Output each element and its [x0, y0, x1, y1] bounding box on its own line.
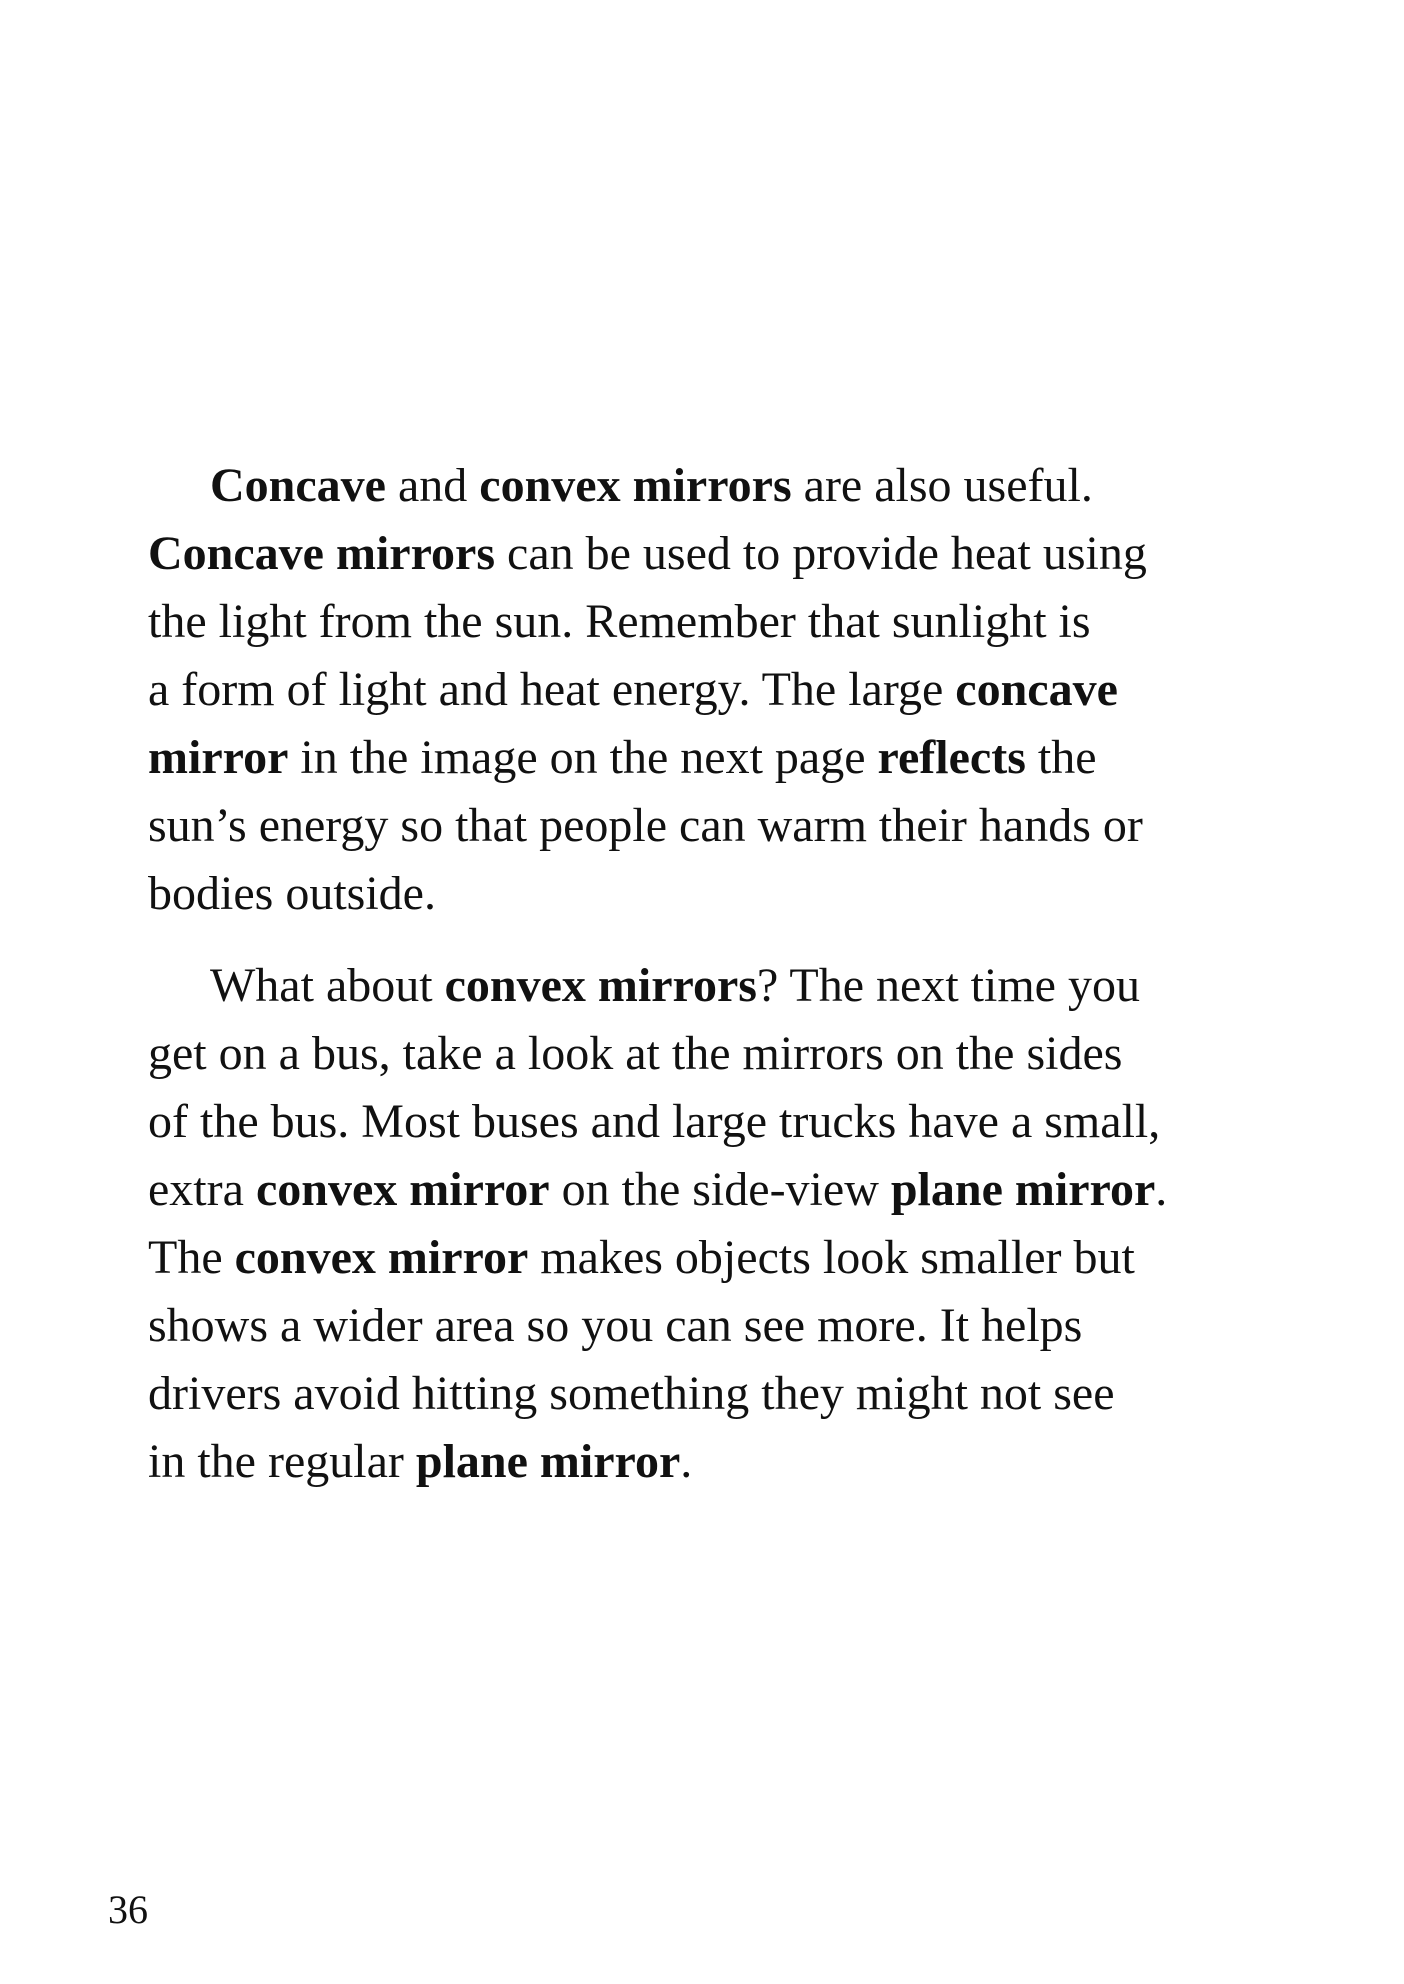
text-run: can be used to provide heat using: [495, 527, 1147, 580]
text-line: [148, 1224, 1268, 1292]
text-run: the light from the sun. Remember that sunlight is: [148, 595, 1091, 648]
text-run: bodies outside.: [148, 867, 436, 920]
text-line: [148, 1156, 1268, 1224]
text-run: .: [680, 1435, 693, 1488]
text-run: in the regular: [148, 1435, 416, 1488]
text-run: .: [1155, 1163, 1168, 1216]
text-line: [148, 1020, 1268, 1088]
text-run: the: [1025, 731, 1097, 784]
text-line: [148, 1088, 1268, 1156]
text-run: makes objects look smaller but: [528, 1231, 1135, 1284]
text-run: What about: [210, 959, 445, 1012]
bold-term: convex mirror: [234, 1231, 529, 1284]
bold-term: concave: [955, 663, 1118, 716]
text-run: shows a wider area so you can see more. It helps: [148, 1299, 1083, 1352]
bold-term: mirror: [148, 731, 289, 784]
text-line: [148, 1292, 1268, 1360]
text-run: extra: [148, 1163, 256, 1216]
text-run: get on a bus, take a look at the mirrors on the sides: [148, 1027, 1123, 1080]
text-line: [148, 520, 1268, 588]
text-line: [148, 792, 1268, 860]
text-line: [148, 1360, 1268, 1428]
text-run: of the bus. Most buses and large trucks have a small,: [148, 1095, 1161, 1148]
text-line: [148, 860, 1268, 928]
bold-term: Concave: [210, 459, 386, 512]
text-line: [148, 1428, 1268, 1496]
paragraph-gap: [148, 928, 1268, 952]
text-run: a form of light and heat energy. The large: [148, 663, 956, 716]
bold-term: convex mirrors: [479, 459, 792, 512]
text-line: [148, 724, 1268, 792]
text-run: and: [385, 459, 480, 512]
bold-term: Concave mirrors: [148, 527, 496, 580]
text-run: drivers avoid hitting something they might not see: [148, 1367, 1115, 1420]
text-run: sun’s energy so that people can warm their hands or: [148, 799, 1143, 852]
text-line: [148, 452, 1268, 520]
text-run: in the image on the next page: [288, 731, 878, 784]
text-run: The: [148, 1231, 235, 1284]
bold-term: plane mirror: [415, 1435, 681, 1488]
paragraph-convex-mirrors: [148, 952, 1268, 1496]
text-run: are also useful.: [791, 459, 1093, 512]
bold-term: convex mirrors: [444, 959, 757, 1012]
text-line: [148, 656, 1268, 724]
text-run: ? The next time you: [756, 959, 1140, 1012]
bold-term: plane mirror: [890, 1163, 1156, 1216]
bold-term: convex mirror: [255, 1163, 550, 1216]
page-number: 36: [108, 1887, 148, 1932]
body-text: [148, 452, 1268, 1496]
text-run: on the side-view: [549, 1163, 891, 1216]
text-line: [148, 588, 1268, 656]
bold-term: reflects: [877, 731, 1026, 784]
text-line: [148, 952, 1268, 1020]
paragraph-concave-convex: [148, 452, 1268, 928]
